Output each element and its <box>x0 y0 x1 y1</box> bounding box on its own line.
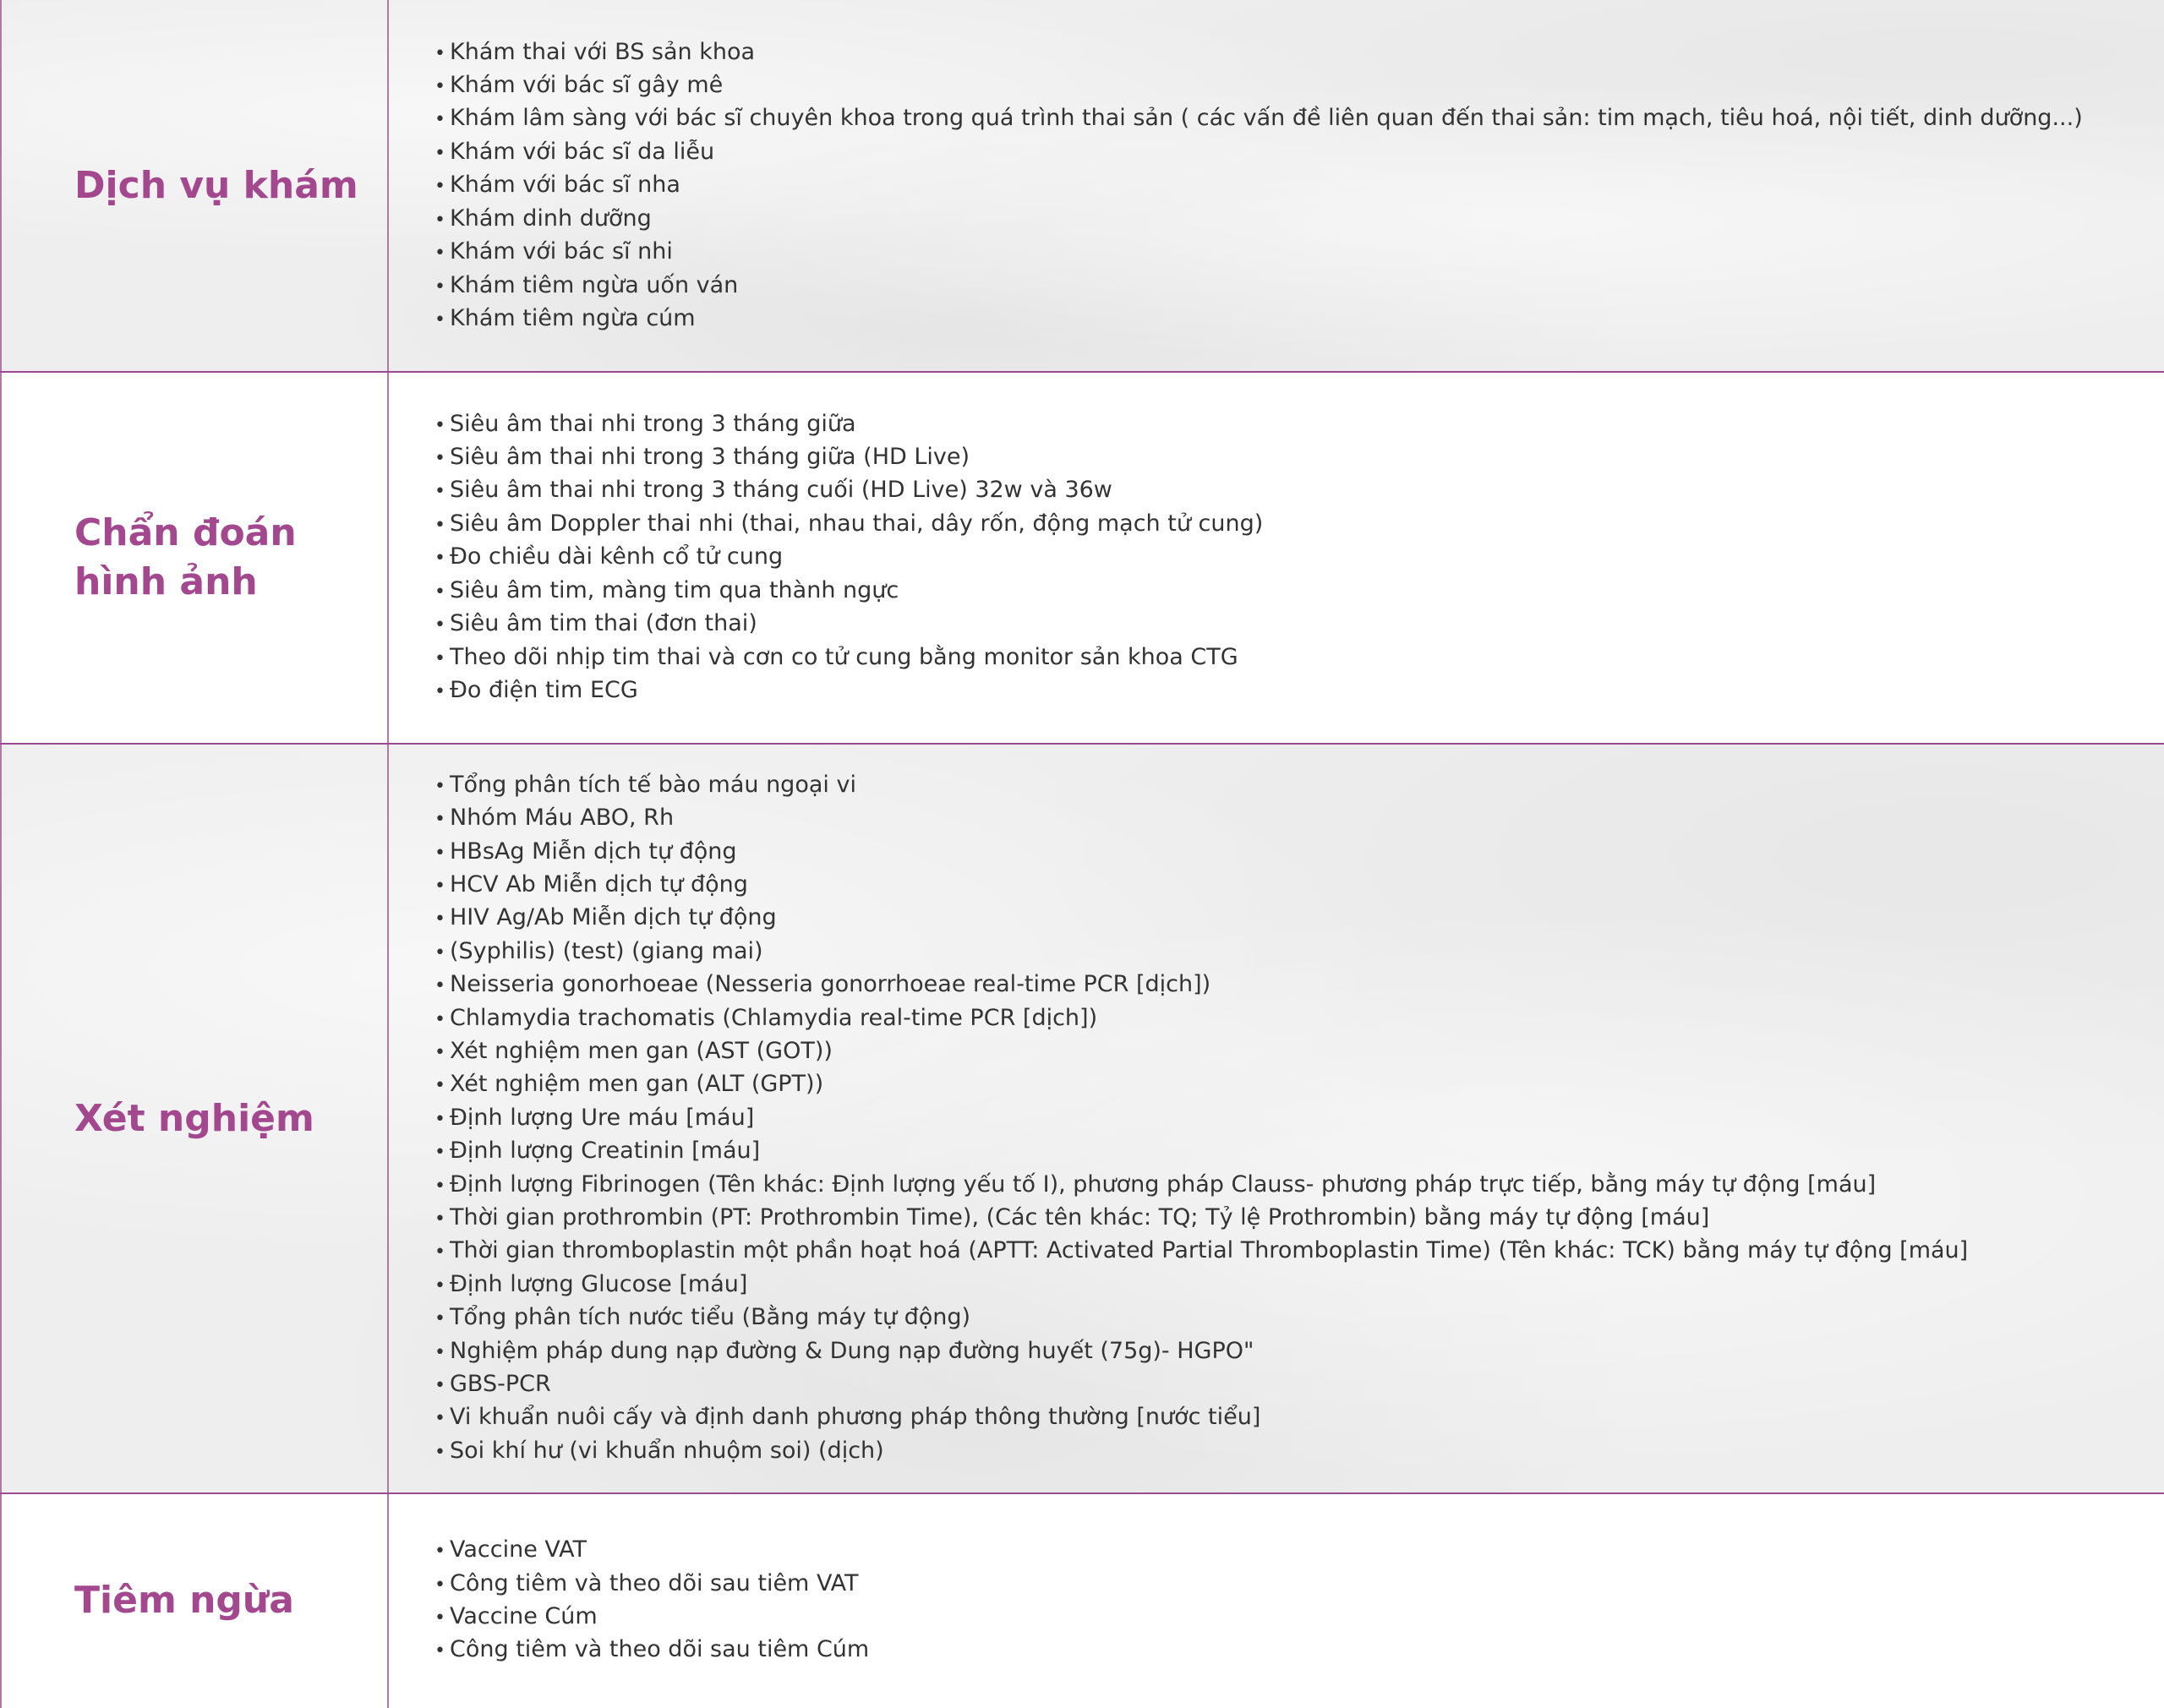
list-item: • Định lượng Fibrinogen (Tên khác: Định lượng yếu tố I), phương pháp Clauss- phương pháp trực tiếp, bằng máy tự động [máu] <box>434 1169 1968 1202</box>
list-item: • Siêu âm thai nhi trong 3 tháng giữa <box>434 408 1263 441</box>
service-list-xet-nghiem <box>434 769 1968 1469</box>
list-item: • HCV Ab Miễn dịch tự động <box>434 869 1968 902</box>
list-item: • Khám dinh dưỡng <box>434 203 2083 236</box>
section-content-cell <box>0 1493 2164 1708</box>
list-item: • Khám lâm sàng với bác sĩ chuyên khoa trong quá trình thai sản ( các vấn đề liên quan đến thai sản: tim mạch, tiêu hoá, nội tiết, dinh dưỡng...) <box>434 102 2083 135</box>
list-item: • Khám với bác sĩ gây mê <box>434 69 2083 102</box>
table-left-border <box>0 0 2 1708</box>
list-item: • (Syphilis) (test) (giang mai) <box>434 936 1968 969</box>
list-item: • Thời gian prothrombin (PT: Prothrombin Time), (Các tên khác: TQ; Tỷ lệ Prothrombin) bằng máy tự động [máu] <box>434 1202 1968 1235</box>
list-item: • Vi khuẩn nuôi cấy và định danh phương pháp thông thường [nước tiểu] <box>434 1401 1968 1434</box>
list-item: • Đo chiều dài kênh cổ tử cung <box>434 541 1263 574</box>
list-item: • Neisseria gonorhoeae (Nesseria gonorrhoeae real-time PCR [dịch]) <box>434 969 1968 1001</box>
list-item: • Nghiệm pháp dung nạp đường & Dung nạp đường huyết (75g)- HGPO" <box>434 1335 1968 1368</box>
list-item: • Siêu âm thai nhi trong 3 tháng cuối (HD Live) 32w và 36w <box>434 474 1263 507</box>
list-item: • Chlamydia trachomatis (Chlamydia real-time PCR [dịch]) <box>434 1002 1968 1035</box>
list-item: • Khám với bác sĩ da liễu <box>434 136 2083 169</box>
list-item: • Khám thai với BS sản khoa <box>434 36 2083 69</box>
list-item: • Siêu âm tim thai (đơn thai) <box>434 608 1263 641</box>
list-item: • Định lượng Ure máu [máu] <box>434 1102 1968 1135</box>
list-item: • Siêu âm thai nhi trong 3 tháng giữa (HD Live) <box>434 441 1263 474</box>
list-item: • Công tiêm và theo dõi sau tiêm VAT <box>434 1568 869 1601</box>
row-divider <box>0 371 2164 373</box>
list-item: • Vaccine Cúm <box>434 1601 869 1634</box>
list-item: • HIV Ag/Ab Miễn dịch tự động <box>434 902 1968 935</box>
section-content-cell <box>0 744 2164 1493</box>
list-item: • Công tiêm và theo dõi sau tiêm Cúm <box>434 1634 869 1667</box>
section-title-kham: Dịch vụ khám <box>74 164 358 207</box>
list-item: • Khám tiêm ngừa uốn ván <box>434 270 2083 303</box>
list-item: • HBsAg Miễn dịch tự động <box>434 836 1968 869</box>
list-item: • Thời gian thromboplastin một phần hoạt hoá (APTT: Activated Partial Thromboplastin Time) (Tên khác: TCK) bằng máy tự động [máu] <box>434 1235 1968 1268</box>
service-list-kham <box>434 36 2083 336</box>
list-item: • Xét nghiệm men gan (AST (GOT)) <box>434 1035 1968 1068</box>
section-title-tiem-ngua: Tiêm ngừa <box>74 1579 294 1622</box>
section-title-xet-nghiem: Xét nghiệm <box>74 1096 314 1140</box>
list-item: • Vaccine VAT <box>434 1534 869 1567</box>
list-item: • Định lượng Creatinin [máu] <box>434 1135 1968 1168</box>
column-divider <box>387 0 389 1708</box>
section-content-cell <box>0 372 2164 744</box>
service-list-tiem-ngua <box>434 1534 869 1667</box>
section-row-kham <box>0 0 2164 372</box>
section-row-xet-nghiem <box>0 744 2164 1493</box>
list-item: • Đo điện tim ECG <box>434 674 1263 707</box>
section-row-chan-doan <box>0 372 2164 744</box>
service-list-chan-doan <box>434 408 1263 708</box>
list-item: • GBS-PCR <box>434 1368 1968 1401</box>
list-item: • Theo dõi nhịp tim thai và cơn co tử cung bằng monitor sản khoa CTG <box>434 641 1263 674</box>
list-item: • Khám tiêm ngừa cúm <box>434 303 2083 336</box>
section-title-chan-doan: Chẩn đoán hình ảnh <box>74 511 297 603</box>
list-item: • Siêu âm tim, màng tim qua thành ngực <box>434 575 1263 608</box>
list-item: • Tổng phân tích nước tiểu (Bằng máy tự động) <box>434 1301 1968 1334</box>
list-item: • Siêu âm Doppler thai nhi (thai, nhau thai, dây rốn, động mạch tử cung) <box>434 508 1263 541</box>
list-item: • Khám với bác sĩ nha <box>434 169 2083 202</box>
section-content-cell <box>0 0 2164 372</box>
list-item: • Tổng phân tích tế bào máu ngoại vi <box>434 769 1968 802</box>
row-divider <box>0 1492 2164 1494</box>
section-row-tiem-ngua <box>0 1493 2164 1708</box>
row-divider <box>0 743 2164 745</box>
list-item: • Định lượng Glucose [máu] <box>434 1269 1968 1301</box>
list-item: • Nhóm Máu ABO, Rh <box>434 802 1968 835</box>
list-item: • Xét nghiệm men gan (ALT (GPT)) <box>434 1068 1968 1101</box>
list-item: • Soi khí hư (vi khuẩn nhuộm soi) (dịch) <box>434 1435 1968 1468</box>
list-item: • Khám với bác sĩ nhi <box>434 236 2083 269</box>
